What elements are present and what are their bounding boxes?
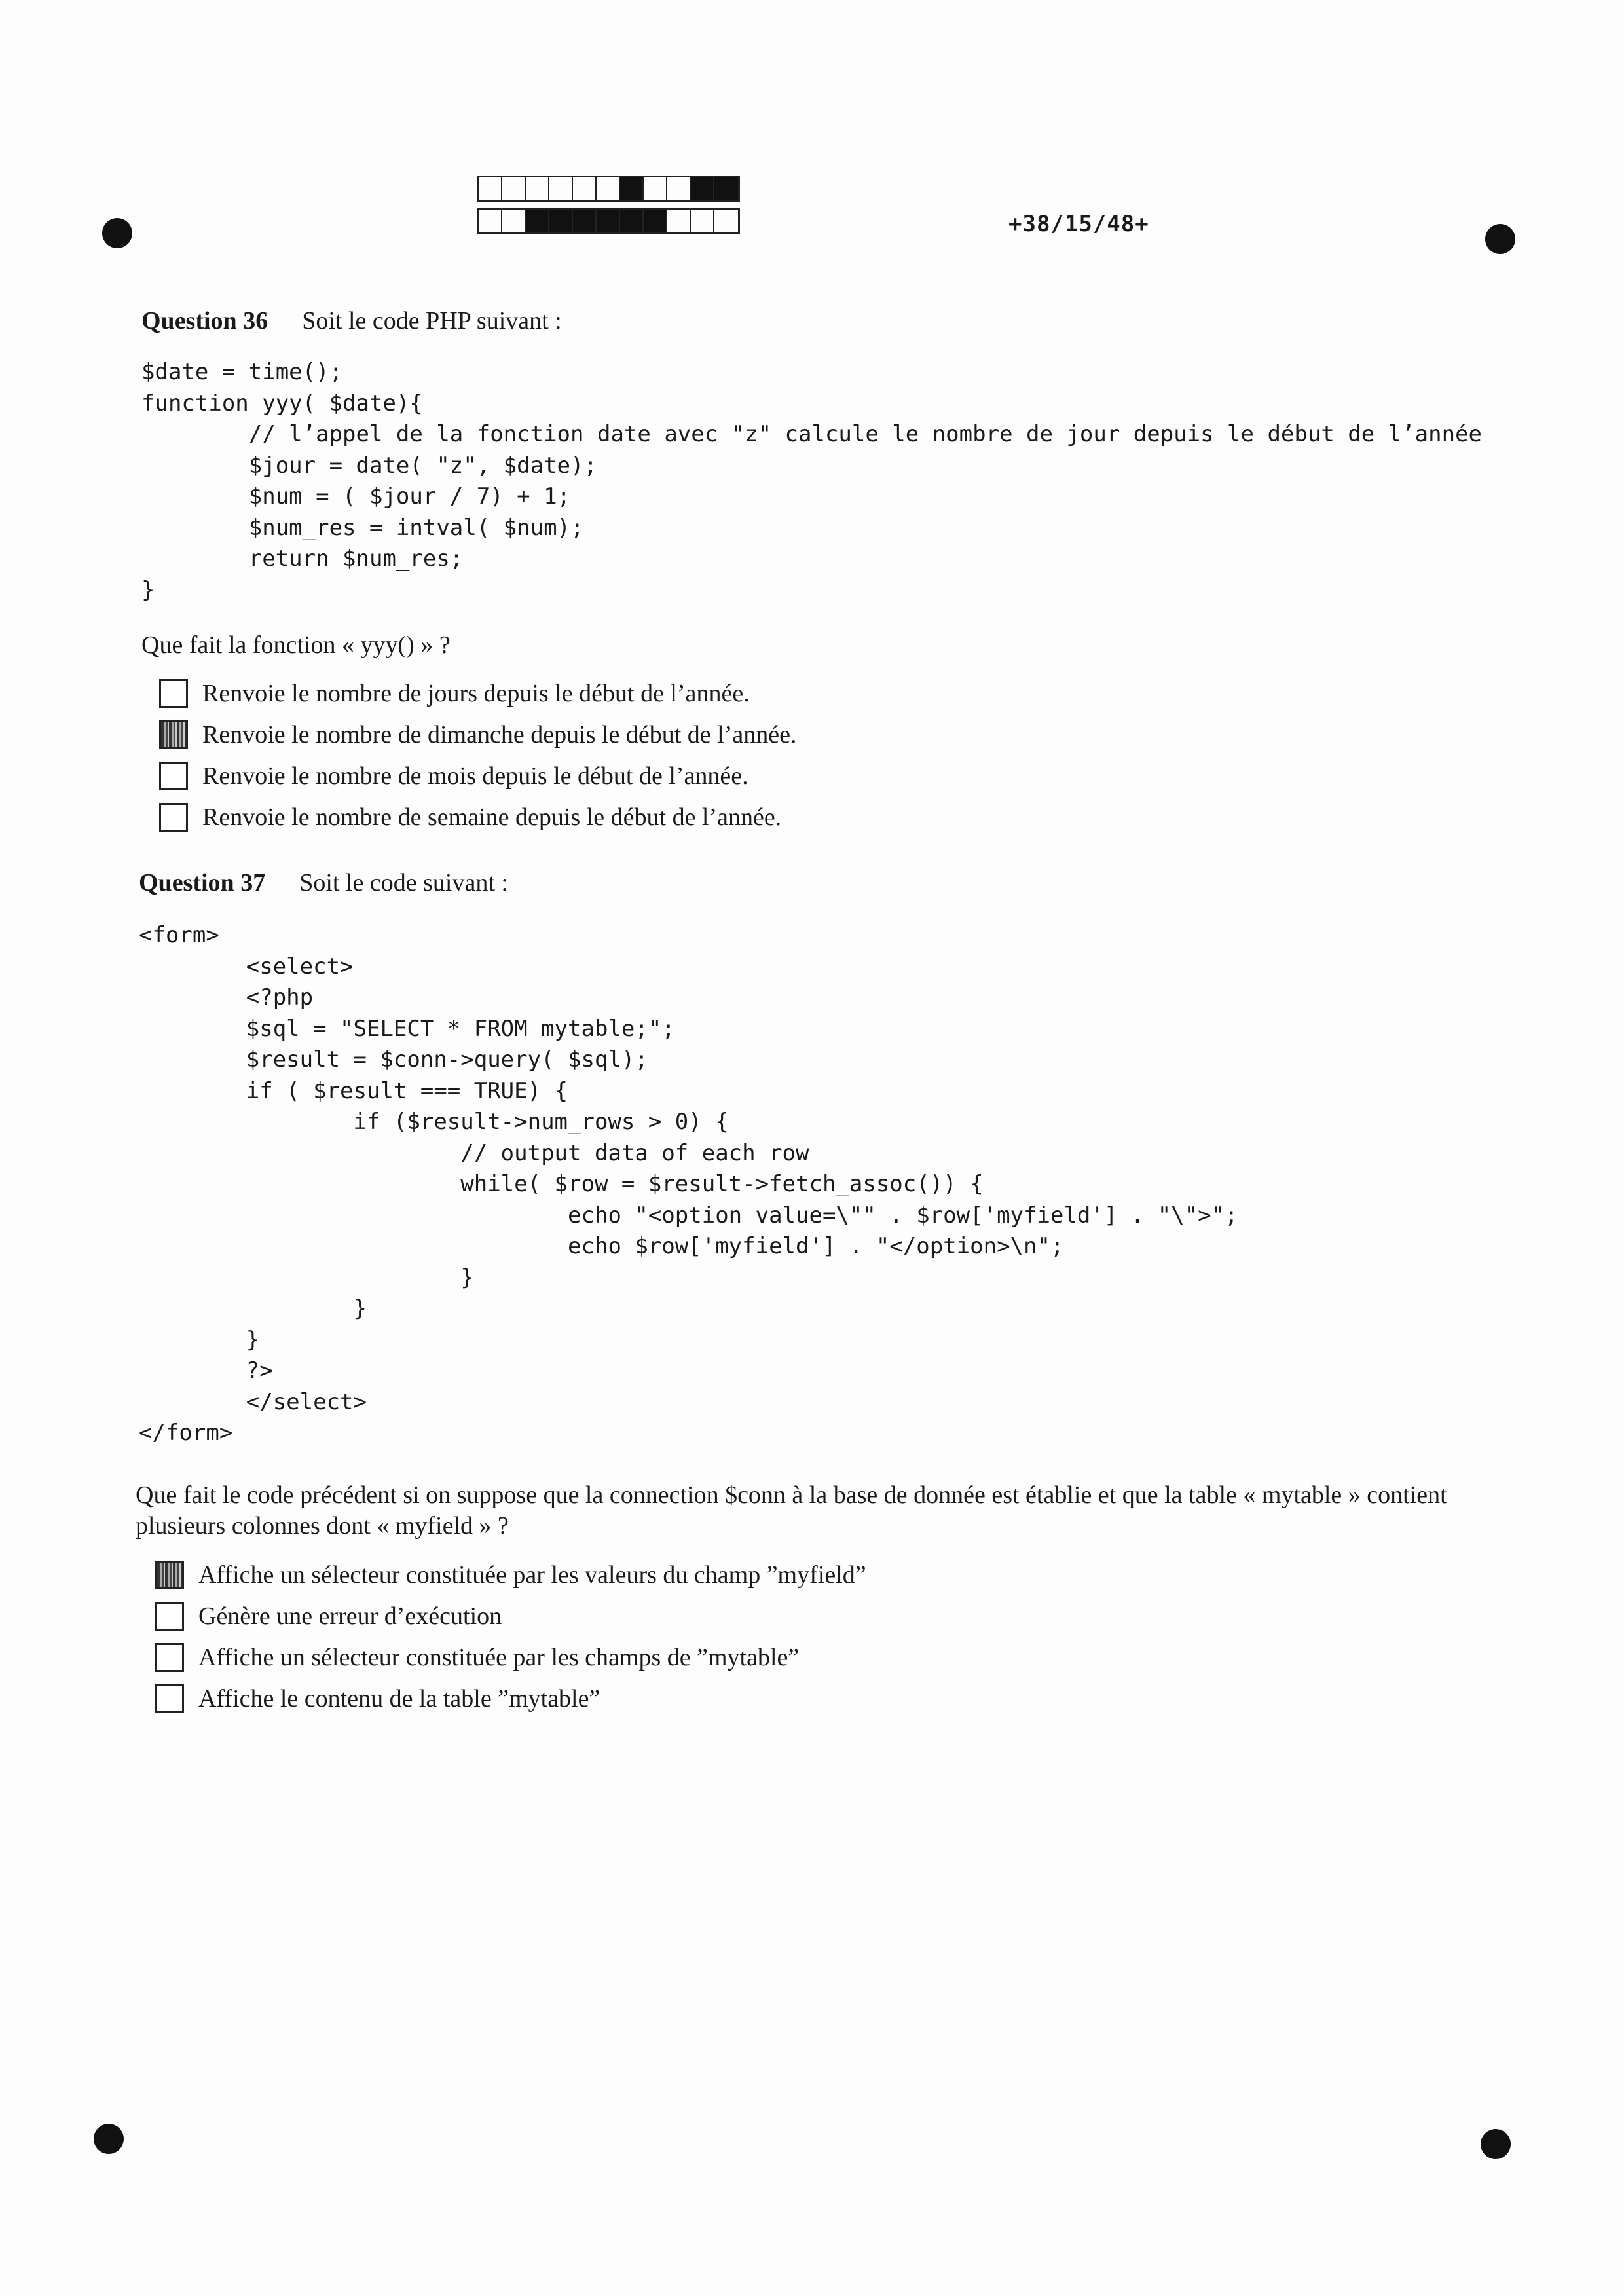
q37-option-1-label: Affiche un sélecteur constituée par les valeurs du champ ”myfield” — [198, 1561, 866, 1589]
checkbox[interactable] — [155, 1643, 184, 1672]
barcode-cell — [526, 177, 549, 200]
registration-mark-top-right — [1485, 224, 1515, 254]
registration-mark-top-left — [102, 218, 132, 248]
barcode-cell — [667, 210, 691, 232]
q37-option-3[interactable] — [155, 1643, 799, 1672]
barcode-cell — [644, 210, 667, 232]
question-36-title — [141, 306, 562, 335]
q37-option-1[interactable] — [155, 1561, 866, 1589]
barcode-cell — [526, 210, 549, 232]
q36-option-4[interactable] — [159, 803, 781, 832]
q37-option-2[interactable] — [155, 1602, 502, 1631]
barcode-cell — [549, 210, 573, 232]
barcode-cell — [714, 210, 738, 232]
registration-mark-bottom-left — [94, 2124, 124, 2154]
question-37-title — [139, 868, 508, 897]
barcode-top-row — [477, 176, 740, 202]
checkbox-checked[interactable] — [159, 720, 188, 749]
barcode-cell — [573, 210, 597, 232]
checkbox-checked[interactable] — [155, 1561, 184, 1589]
q37-option-3-label: Affiche un sélecteur constituée par les champs de ”mytable” — [198, 1644, 800, 1671]
barcode-cell — [573, 177, 597, 200]
question-37-code: <form> <select> <?php $sql = "SELECT * FROM mytable;"; $result = $conn->query( $sql); if ( $result === TRUE) { if ($result->num_rows > 0) { // output data of each row while( $row = $result->fetch_assoc()) { echo "<option value=\"" . $row['myfield'] . "\">"; echo $row['myfield'] . "</option>\n"; } } } ?> </select> </form> — [139, 922, 1238, 1446]
registration-mark-bottom-right — [1481, 2129, 1511, 2159]
q36-option-2-label: Renvoie le nombre de dimanche depuis le début de l’année. — [202, 721, 797, 749]
checkbox[interactable] — [159, 803, 188, 832]
barcode-cell — [691, 210, 714, 232]
barcode-bottom-row — [477, 208, 740, 234]
q37-option-2-label: Génère une erreur d’exécution — [198, 1602, 502, 1630]
checkbox[interactable] — [159, 762, 188, 790]
q36-option-2[interactable] — [159, 720, 796, 749]
barcode-cell — [667, 177, 691, 200]
barcode-cell — [549, 177, 573, 200]
barcode-cell — [502, 210, 526, 232]
barcode-cell — [620, 210, 644, 232]
barcode-cell — [691, 177, 714, 200]
barcode-cell — [479, 177, 502, 200]
barcode-cell — [479, 210, 502, 232]
question-37-number: Question 37 — [139, 869, 266, 897]
question-37-intro: Soit le code suivant : — [299, 869, 508, 897]
question-36-number: Question 36 — [141, 307, 268, 335]
checkbox[interactable] — [155, 1684, 184, 1713]
question-36-code: $date = time(); function yyy( $date){ // l’appel de la fonction date avec "z" calcule le nombre de jour depuis le début de l’année $jour = date( "z", $date); $num = ( $jour / 7) + 1; $num_res = intval( $num); return $num_res; } — [141, 359, 1482, 603]
q36-option-3-label: Renvoie le nombre de mois depuis le début de l’année. — [202, 762, 748, 790]
checkbox[interactable] — [155, 1602, 184, 1631]
q36-option-1[interactable] — [159, 679, 750, 708]
q37-option-4[interactable] — [155, 1684, 600, 1713]
barcode-cell — [502, 177, 526, 200]
barcode-cell — [597, 210, 620, 232]
question-36-prompt: Que fait la fonction « yyy() » ? — [141, 631, 451, 659]
barcode-cell — [644, 177, 667, 200]
barcode-cell — [597, 177, 620, 200]
checkbox[interactable] — [159, 679, 188, 708]
barcode-cell — [620, 177, 644, 200]
q37-option-4-label: Affiche le contenu de la table ”mytable” — [198, 1685, 600, 1713]
page-code: +38/15/48+ — [1008, 211, 1149, 237]
question-36-intro: Soit le code PHP suivant : — [302, 307, 562, 335]
q36-option-3[interactable] — [159, 762, 748, 790]
q36-option-4-label: Renvoie le nombre de semaine depuis le début de l’année. — [202, 804, 782, 831]
question-37-prompt: Que fait le code précédent si on suppose que la connection $conn à la base de donnée est établie et que la table « mytable » contient plusieurs colonnes dont « myfield » ? — [136, 1481, 1447, 1540]
q36-option-1-label: Renvoie le nombre de jours depuis le début de l’année. — [202, 680, 750, 707]
barcode-cell — [714, 177, 738, 200]
